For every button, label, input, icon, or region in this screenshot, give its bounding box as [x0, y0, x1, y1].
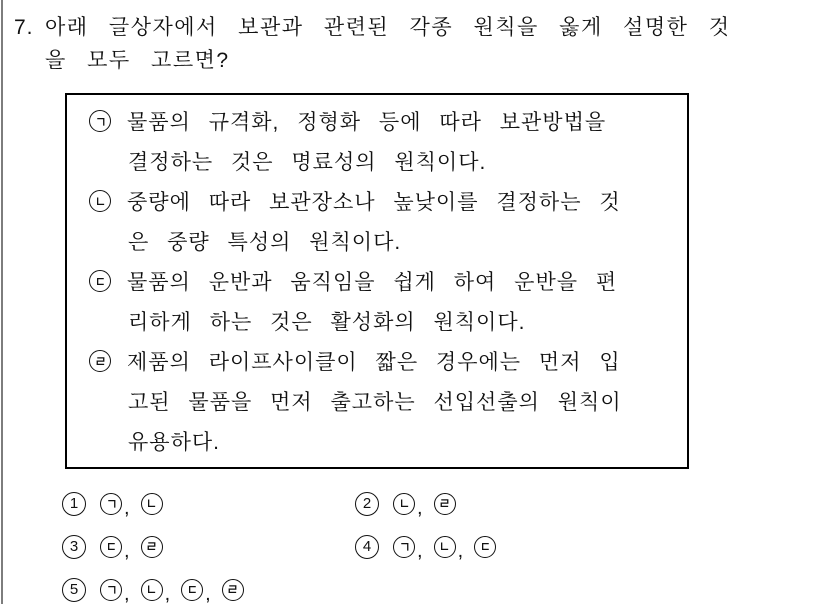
comma-separator: ,	[164, 583, 171, 604]
option-number-icon: 5	[62, 578, 86, 602]
box-item-line	[89, 263, 681, 303]
circled-digeut-icon	[100, 536, 122, 558]
circled-rieul-icon	[434, 493, 456, 515]
box-item-line	[89, 303, 681, 343]
box-item-text: 결정하는 것은 명료성의 원칙이다.	[128, 151, 487, 174]
option-1[interactable]	[62, 492, 355, 519]
option-5[interactable]	[62, 578, 355, 602]
option-3[interactable]	[62, 535, 355, 562]
circled-nieun-icon	[89, 190, 111, 212]
box-item-text: 고된 물품을 먼저 출고하는 선입선출의 원칙이	[128, 391, 622, 414]
box-item	[89, 263, 681, 343]
question-line: 을 모두 고르면?	[45, 49, 230, 72]
option-2[interactable]	[355, 492, 648, 519]
question-block	[14, 11, 731, 77]
box-item-text: 제품의 라이프사이클이 짧은 경우에는 먼저 입	[127, 351, 621, 374]
box-item-line	[89, 343, 681, 383]
comma-separator: ,	[417, 497, 423, 519]
question-text	[45, 11, 731, 77]
box-item	[89, 183, 681, 263]
option-number-icon: 2	[355, 492, 379, 516]
circled-giyeok-icon	[393, 536, 415, 558]
circled-nieun-icon	[141, 493, 163, 515]
box-item-text: 유용하다.	[128, 431, 220, 454]
box-item-text: 리하게 하는 것은 활성화의 원칙이다.	[128, 311, 526, 334]
box-item-text: 물품의 운반과 움직임을 쉽게 하여 운반을 편	[127, 271, 618, 294]
comma-separator: ,	[124, 583, 130, 604]
box-item-text: 물품의 규격화, 정형화 등에 따라 보관방법을	[127, 111, 607, 134]
comma-separator: ,	[417, 540, 423, 562]
question-number: 7.	[14, 16, 34, 39]
circled-rieul-icon	[141, 536, 163, 558]
comma-separator: ,	[457, 540, 464, 562]
comma-separator: ,	[124, 540, 130, 562]
option-row	[62, 482, 648, 525]
box-item-line	[89, 103, 681, 143]
circled-rieul-icon	[222, 579, 244, 601]
box-item	[89, 343, 681, 463]
option-number-icon: 3	[62, 535, 86, 559]
circled-nieun-icon	[393, 493, 415, 515]
comma-separator: ,	[205, 583, 211, 604]
circled-nieun-icon	[141, 579, 163, 601]
circled-giyeok-icon	[100, 579, 122, 601]
option-row	[62, 568, 648, 604]
circled-giyeok-icon	[100, 493, 122, 515]
option-4[interactable]	[355, 535, 648, 562]
box-item-line	[89, 143, 681, 183]
answer-options	[62, 482, 648, 604]
statement-box	[65, 93, 689, 469]
box-item-line	[89, 223, 681, 263]
circled-rieul-icon	[89, 350, 111, 372]
circled-nieun-icon	[434, 536, 456, 558]
box-item-line	[89, 183, 681, 223]
circled-digeut-icon	[89, 270, 111, 292]
box-item-line	[89, 423, 681, 463]
circled-giyeok-icon	[89, 110, 111, 132]
option-number-icon: 4	[355, 535, 379, 559]
circled-digeut-icon	[181, 579, 203, 601]
box-item-text: 중량에 따라 보관장소나 높낮이를 결정하는 것	[127, 191, 621, 214]
option-number-icon: 1	[62, 492, 86, 516]
box-item	[89, 103, 681, 183]
comma-separator: ,	[124, 497, 130, 519]
question-line: 아래 글상자에서 보관과 관련된 각종 원칙을 옳게 설명한 것	[45, 16, 731, 39]
page-left-border	[1, 0, 3, 604]
box-item-text: 은 중량 특성의 원칙이다.	[128, 231, 402, 254]
circled-digeut-icon	[474, 536, 496, 558]
option-row	[62, 525, 648, 568]
box-item-line	[89, 383, 681, 423]
